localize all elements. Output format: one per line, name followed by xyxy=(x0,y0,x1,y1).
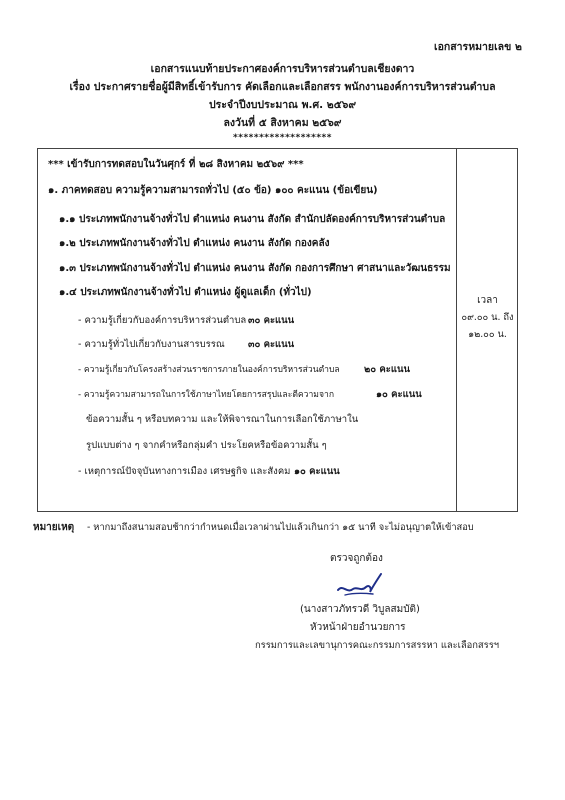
time-start: ๐๙.๐๐ น. ถึง xyxy=(461,312,514,323)
header-fiscal-year: ประจำปีงบประมาณ พ.ศ. ๒๕๖๙ xyxy=(208,99,357,111)
signer-position: หัวหน้าฝ่ายอำนวยการ xyxy=(310,622,406,633)
subject-label: - ความรู้เกี่ยวกับโครงสร้างส่วนราชการภายในองค์การบริหารส่วนตำบล xyxy=(78,365,340,375)
subject-score: ๑๐ คะแนน xyxy=(294,466,340,477)
subject-score: ๒๐ คะแนน xyxy=(364,364,410,375)
signer-name: (นางสาวภัทรวดี วิบูลสมบัติ) xyxy=(300,604,420,615)
position-item: ๑.๓ ประเภทพนักงานจ้างทั่วไป ตำแหน่ง คนงาน สังกัด กองการศึกษา ศาสนาและวัฒนธรรม xyxy=(59,263,451,274)
subject-score: ๓๐ คะแนน xyxy=(248,339,295,350)
subject-score: ๑๐ คะแนน xyxy=(376,389,422,400)
signer-committee: กรรมการและเลขานุการคณะกรรมการสรรหา และเลือกสรรฯ xyxy=(255,640,499,651)
position-item: ๑.๒ ประเภทพนักงานจ้างทั่วไป ตำแหน่ง คนงาน สังกัด กองคลัง xyxy=(59,238,330,249)
verified-label: ตรวจถูกต้อง xyxy=(330,553,383,564)
subject-label: - ความรู้เกี่ยวกับองค์การบริหารส่วนตำบล xyxy=(78,315,247,326)
time-end: ๑๒.๐๐ น. xyxy=(468,329,507,340)
exam-date-line: *** เข้ารับการทดสอบในวันศุกร์ ที่ ๒๘ สิงหาคม ๒๕๖๙ *** xyxy=(48,159,304,170)
subject-label: ข้อความสั้น ๆ หรือบทความ และให้พิจารณาในการเลือกใช้ภาษาใน xyxy=(86,414,359,425)
document-number: เอกสารหมายเลข ๒ xyxy=(434,41,522,53)
time-label: เวลา xyxy=(477,295,498,306)
remark-label: หมายเหตุ xyxy=(33,522,75,533)
position-item: ๑.๑ ประเภทพนักงานจ้างทั่วไป ตำแหน่ง คนงาน สังกัด สำนักปลัดองค์การบริหารส่วนตำบล xyxy=(59,214,446,225)
exam-schedule-table xyxy=(37,148,518,512)
subject-score: ๓๐ คะแนน xyxy=(248,315,295,326)
header-date: ลงวันที่ ๕ สิงหาคม ๒๕๖๙ xyxy=(223,117,342,129)
remark-text: - หากมาถึงสนามสอบช้ากว่ากำหนดเมื่อเวลาผ่านไปแล้วเกินกว่า ๑๕ นาที จะไม่อนุญาตให้เข้าสอบ xyxy=(87,522,474,533)
header-title: เอกสารแนบท้ายประกาศองค์การบริหารส่วนตำบลเชียงดาว xyxy=(150,63,415,75)
header-stars: ******************* xyxy=(233,133,332,143)
exam-section-title: ๑. ภาคทดสอบ ความรู้ความสามารถทั่วไป (๕๐ ข้อ) ๑๐๐ คะแนน (ข้อเขียน) xyxy=(48,185,378,196)
subject-label: - ความรู้ความสามารถในการใช้ภาษาไทยโดยการสรุปและตีความจาก xyxy=(78,390,335,400)
position-item: ๑.๔ ประเภทพนักงานจ้างทั่วไป ตำแหน่ง ผู้ดูแลเด็ก (ทั่วไป) xyxy=(59,287,312,298)
header-subject: เรื่อง ประกาศรายชื่อผู้มีสิทธิ์เข้ารับการ คัดเลือกและเลือกสรร พนักงานองค์การบริหารส่วนตำบล xyxy=(69,81,496,93)
subject-label: รูปแบบต่าง ๆ จากคำหรือกลุ่มคำ ประโยคหรือข้อความสั้น ๆ xyxy=(86,440,327,451)
subject-label: - เหตุการณ์ปัจจุบันทางการเมือง เศรษฐกิจ และสังคม xyxy=(78,466,291,477)
subject-label: - ความรู้ทั่วไปเกี่ยวกับงานสารบรรณ xyxy=(78,339,225,350)
handwritten-signature xyxy=(335,570,383,598)
